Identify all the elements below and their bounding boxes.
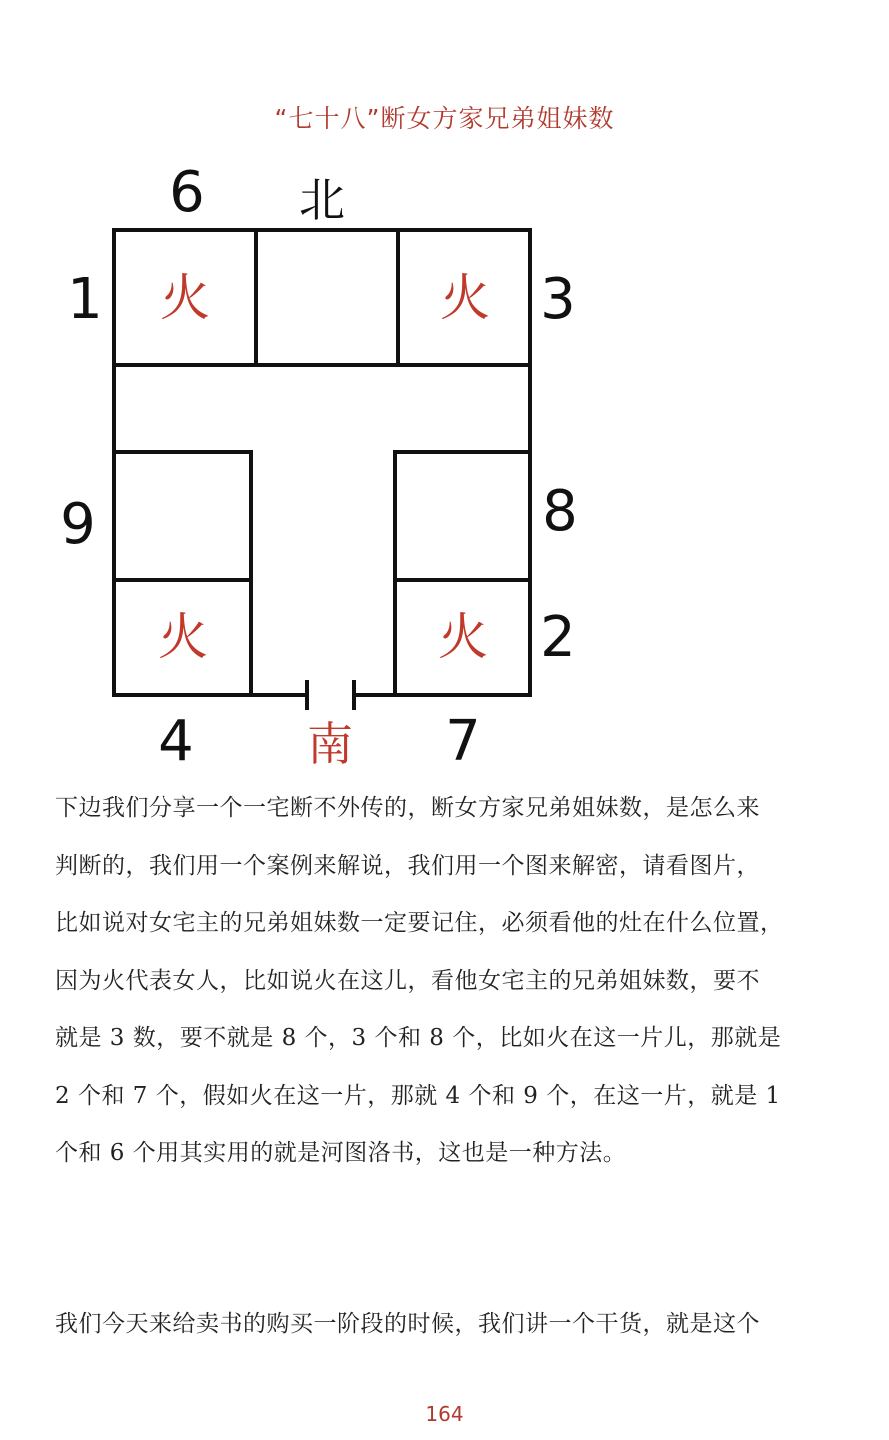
paragraph-line: 比如说对女宅主的兄弟姐妹数一定要记住，必须看他的灶在什么位置， [55, 910, 784, 936]
fire-label-bottom-right-room: 火 [438, 608, 488, 666]
paragraph-line: 个和 6 个用其实用的就是河图洛书，这也是一种方法。 [55, 1140, 627, 1166]
paragraph-line: 下边我们分享一个一宅断不外传的，断女方家兄弟姐妹数，是怎么来 [55, 795, 760, 821]
paragraph-line: 2 个和 7 个，假如火在这一片，那就 4 个和 9 个，在这一片，就是 1 [55, 1082, 781, 1109]
fire-label-top-left-room: 火 [160, 269, 210, 327]
page-number: 164 [425, 1402, 464, 1426]
body-paragraph-2 [55, 1296, 845, 1354]
number-right-top: 3 [540, 267, 576, 332]
paragraph-line: 我们今天来给卖书的购买一阶段的时候，我们讲一个干货，就是这个 [55, 1311, 760, 1337]
number-left-top: 1 [67, 267, 103, 332]
paragraph-line: 因为火代表女人，比如说火在这儿，看他女宅主的兄弟姐妹数，要不 [55, 967, 760, 994]
direction-north: 北 [299, 173, 345, 227]
number-bottom-right: 7 [445, 709, 481, 774]
paragraph-line: 判断的，我们用一个案例来解说，我们用一个图来解密，请看图片， [55, 852, 760, 879]
number-bottom-left: 4 [158, 709, 194, 774]
fire-label-top-right-room: 火 [440, 269, 490, 327]
page-title: “七十八”断女方家兄弟姐妹数 [274, 104, 615, 133]
direction-south: 南 [307, 717, 353, 771]
number-left-middle: 9 [60, 492, 96, 557]
fire-label-bottom-left-room: 火 [158, 608, 208, 666]
paragraph-line: 就是 3 数，要不就是 8 个，3 个和 8 个，比如火在这一片儿，那就是 [55, 1025, 782, 1051]
number-right-middle: 8 [542, 479, 578, 544]
body-paragraph-1 [55, 780, 845, 1183]
number-right-bottom: 2 [540, 605, 576, 670]
number-top-left: 6 [169, 160, 205, 225]
